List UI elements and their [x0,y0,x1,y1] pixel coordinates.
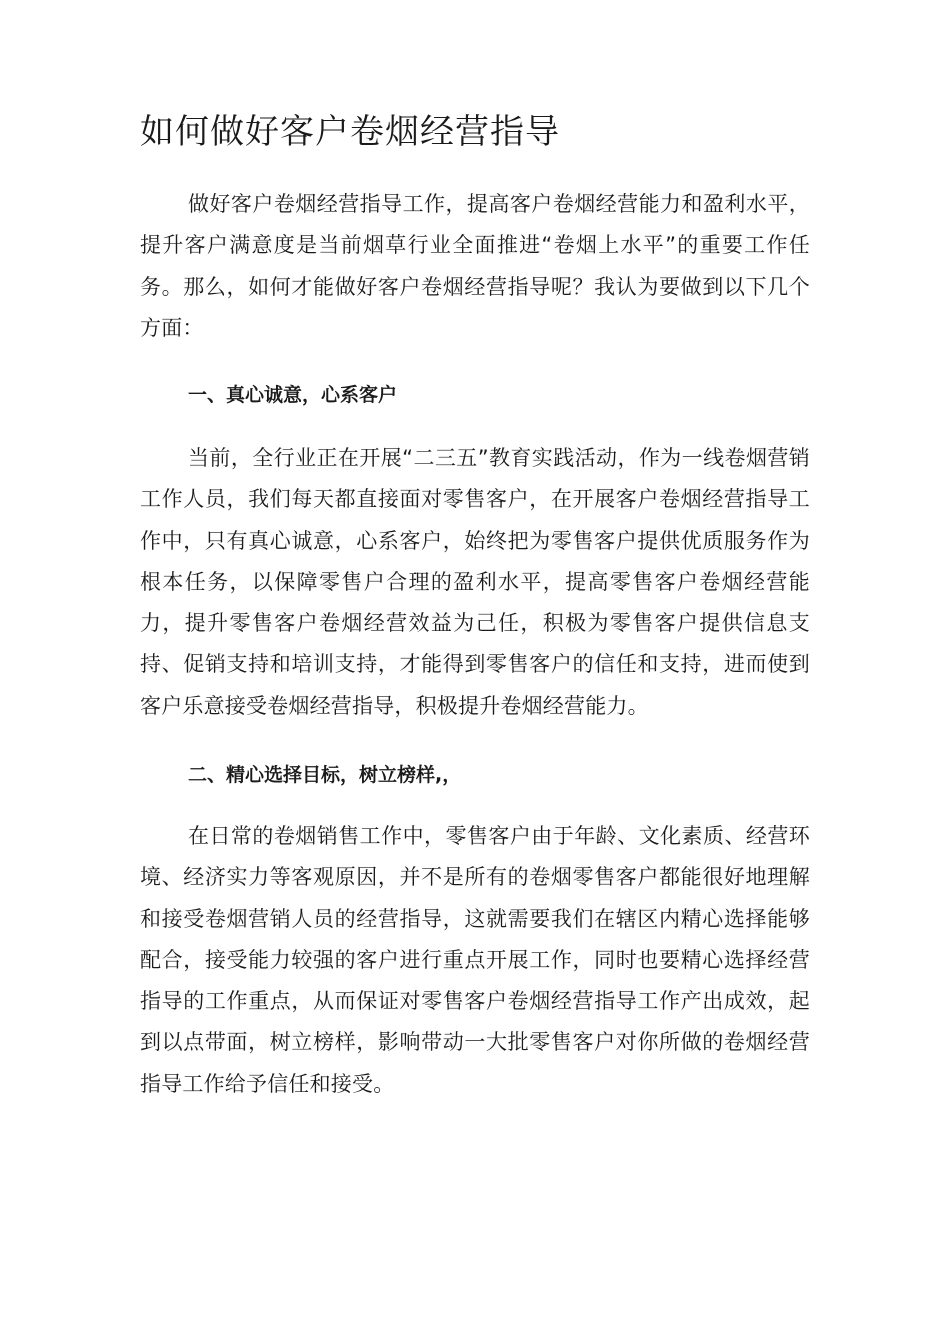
paragraph-section-1: 当前，全行业正在开展“二三五”教育实践活动，作为一线卷烟营销工作人员，我们每天都直接面对零售客户，在开展客户卷烟经营指导工作中，只有真心诚意，心系客户，始终把为零售客户提供优质服务作为根本任务，以保障零售户合理的盈利水平，提高零售客户卷烟经营能力，提升零售客户卷烟经营效益为己任，积极为零售客户提供信息支持、促销支持和培训支持，才能得到零售客户的信任和支持，进而使到客户乐意接受卷烟经营指导，积极提升卷烟经营能力。 [140,446,810,718]
section-heading-2: 二、精心选择目标，树立榜样,， [188,764,462,786]
paragraph-section-2: 在日常的卷烟销售工作中，零售客户由于年龄、文化素质、经营环境、经济实力等客观原因，并不是所有的卷烟零售客户都能很好地理解和接受卷烟营销人员的经营指导，这就需要我们在辖区内精心选择能够配合，接受能力较强的客户进行重点开展工作，同时也要精心选择经营指导的工作重点，从而保证对零售客户卷烟经营指导工作产出成效，起到以点带面，树立榜样，影响带动一大批零售客户对你所做的卷烟经营指导工作给予信任和接受。 [140,824,810,1096]
section-heading-1: 一、真心诚意，心系客户 [188,384,398,406]
document-title: 如何做好客户卷烟经营指导 [140,112,560,152]
paragraph-intro: 做好客户卷烟经营指导工作，提高客户卷烟经营能力和盈利水平，提升客户满意度是当前烟草行业全面推进“卷烟上水平”的重要工作任务。那么，如何才能做好客户卷烟经营指导呢？我认为要做到以下几个方面： [140,192,810,340]
